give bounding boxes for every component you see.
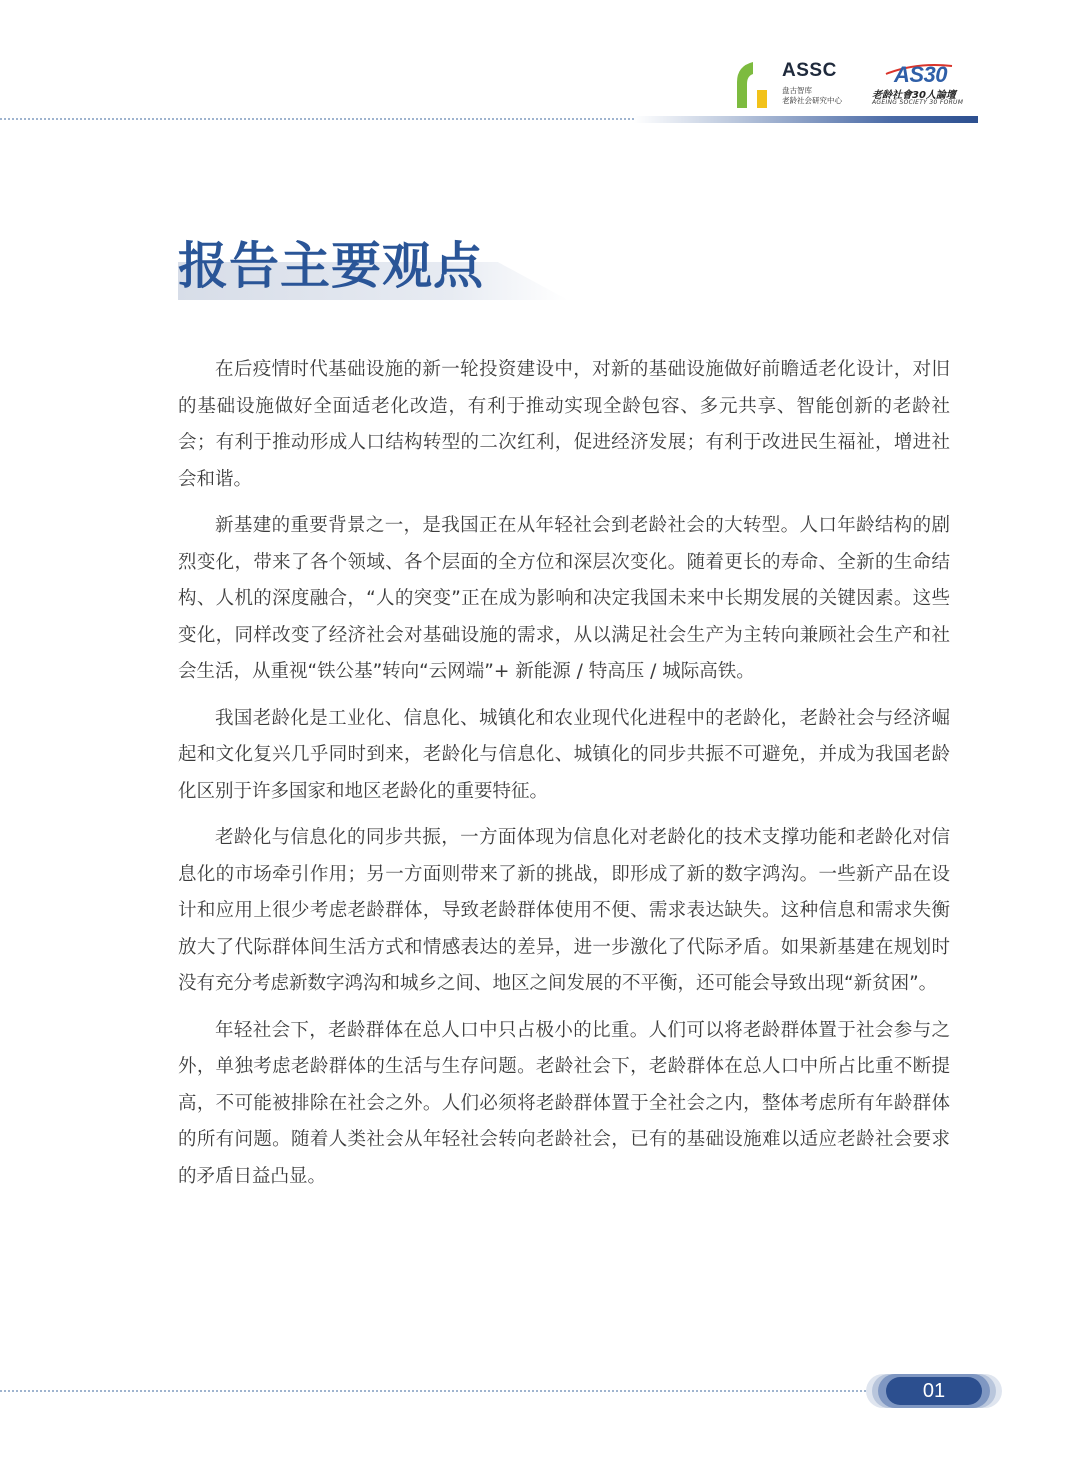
header-gradient-bar [634, 116, 978, 123]
as30-logo [866, 62, 981, 110]
footer-dotted-rule [0, 1390, 870, 1392]
page-title: 报告主要观点 [178, 237, 484, 295]
assc-logo-subtitle-line2: 老龄社会研究中心 [782, 96, 842, 105]
page-number-badge [866, 1374, 1002, 1408]
as30-logo-chinese: 老龄社會30人論壇 [872, 90, 956, 101]
paragraph: 年轻社会下，老龄群体在总人口中只占极小的比重。人们可以将老龄群体置于社会参与之外，单独考虑老龄群体的生活与生存问题。老龄社会下，老龄群体在总人口中所占比重不断提高，不可能被排除在社会之外。人们必须将老龄群体置于全社会之内，整体考虑所有年龄群体的所有问题。随着人类社会从年轻社会转向老龄社会，已有的基础设施难以适应老龄社会要求的矛盾日益凸显。 [178, 1019, 950, 1187]
assc-logo-icon [735, 60, 775, 108]
assc-logo-subtitle [782, 86, 842, 106]
as30-logo-english: AGEING SOCIETY 30 FORUM [872, 99, 964, 106]
page-number: 01 [886, 1377, 982, 1405]
assc-logo-subtitle-line1: 盘古智库 [782, 86, 812, 95]
paragraph: 新基建的重要背景之一，是我国正在从年轻社会到老龄社会的大转型。人口年龄结构的剧烈变化，带来了各个领域、各个层面的全方位和深层次变化。随着更长的寿命、全新的生命结构、人机的深度融合，“人的突变”正在成为影响和决定我国未来中长期发展的关键因素。这些变化，同样改变了经济社会对基础设施的需求，从以满足社会生产为主转向兼顾社会生产和社会生活，从重视“铁公基”转向“云网端”+ 新能源 / 特高压 / 城际高铁。 [178, 515, 950, 682]
assc-logo-name: ASSC [782, 60, 837, 81]
paragraph: 我国老龄化是工业化、信息化、城镇化和农业现代化进程中的老龄化，老龄社会与经济崛起和文化复兴几乎同时到来，老龄化与信息化、城镇化的同步共振不可避免，并成为我国老龄化区别于许多国家和地区老龄化的重要特征。 [178, 707, 950, 802]
header-dotted-rule [0, 118, 638, 120]
paragraph: 在后疫情时代基础设施的新一轮投资建设中，对新的基础设施做好前瞻适老化设计，对旧的基础设施做好全面适老化改造，有利于推动实现全龄包容、多元共享、智能创新的老龄社会；有利于推动形成人口结构转型的二次红利，促进经济发展；有利于改进民生福祉，增进社会和谐。 [178, 359, 950, 490]
body-text [178, 352, 950, 1205]
assc-logo [735, 60, 853, 110]
paragraph: 老龄化与信息化的同步共振，一方面体现为信息化对老龄化的技术支撑功能和老龄化对信息化的市场牵引作用；另一方面则带来了新的挑战，即形成了新的数字鸿沟。一些新产品在设计和应用上很少考虑老龄群体，导致老龄群体使用不便、需求表达缺失。这种信息和需求失衡放大了代际群体间生活方式和情感表达的差异，进一步激化了代际矛盾。如果新基建在规划时没有充分考虑新数字鸿沟和城乡之间、地区之间发展的不平衡，还可能会导致出现“新贫困”。 [178, 827, 950, 994]
as30-logo-name: AS30 [894, 62, 948, 87]
